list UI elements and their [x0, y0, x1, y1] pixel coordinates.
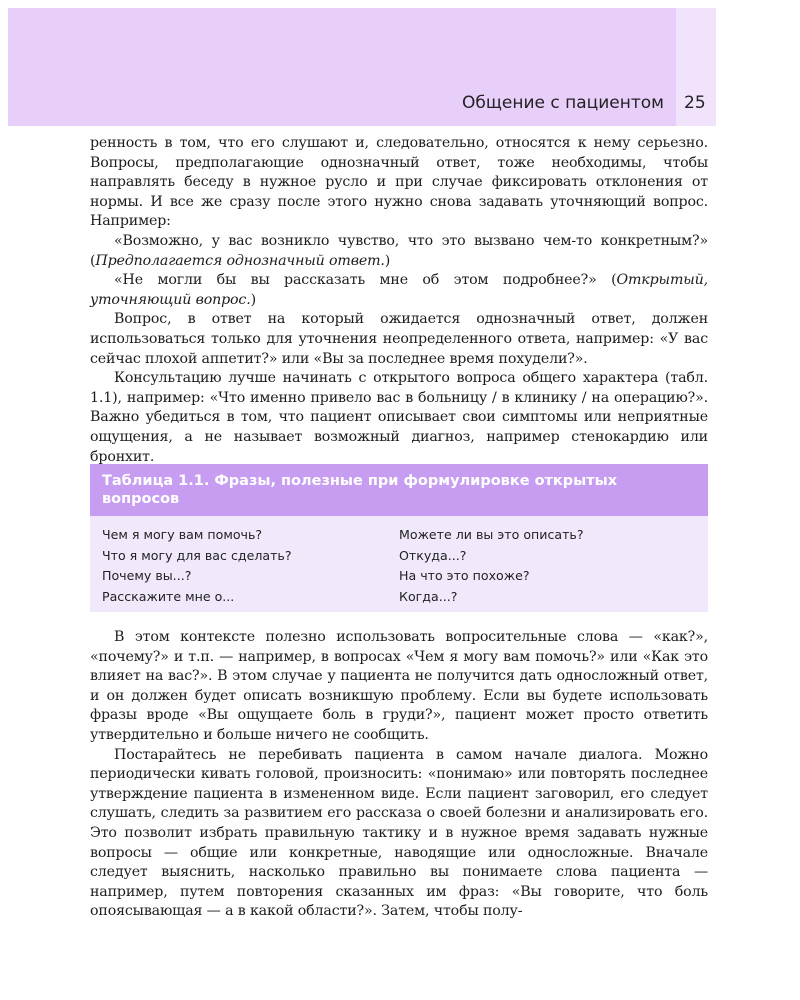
question-type-note: Предполагается однозначный ответ. — [95, 252, 385, 269]
paragraph: Постарайтесь не перебивать пациента в самом начале диалога. Можно периодически кивать головой, произносить: «понимаю» или повторять последнее утверждение пациента в измененном виде. Если пациент заговорил, его следует слушать, следить за развитием его рассказа о своей болезни и анализировать его. Это позволит избрать правильную тактику и в нужное время задавать нужные вопросы — общие или конкретные, наводящие или односложные. Вначале следует выяснить, насколько правильно вы понимаете слова пациента — например, путем повторения сказанных им фраз: «Вы говорите, что боль опоясывающая — а в какой области?». Затем, чтобы полу- — [90, 746, 708, 920]
table-cell: Когда...? — [399, 588, 458, 604]
paragraph — [90, 232, 708, 271]
table-cell: Откуда...? — [399, 547, 467, 563]
table-cell: Почему вы...? — [102, 568, 192, 583]
paragraph: Консультацию лучше начинать с открытого вопроса общего характера (табл. 1.1), например: «Что именно привело вас в больницу / в клинику / на операцию?». Важно убедиться в том, что пациент описывает свои симптомы или неприятные ощущения, а не называет возможный диагноз, например стенокардию или бронхит. — [90, 370, 708, 465]
table-cell: Что я могу для вас сделать? — [102, 547, 292, 563]
paragraph — [90, 271, 708, 310]
table-cell: Можете ли вы это описать? — [399, 527, 584, 542]
table-cell: Чем я могу вам помочь? — [102, 527, 263, 542]
table-body — [90, 516, 708, 607]
page-number: 25 — [684, 93, 706, 113]
table-cell: На что это похоже? — [399, 568, 530, 583]
closing-paren: ) — [250, 291, 256, 308]
text-block-top — [90, 134, 708, 467]
paragraph: Вопрос, в ответ на который ожидается однозначный ответ, должен использоваться только для уточнения неопределенного ответа, например: «У вас сейчас плохой аппетит?» или «Вы за последнее время похудели?». — [90, 311, 708, 367]
paragraph: ренность в том, что его слушают и, следовательно, относятся к нему серьезно. Вопросы, предполагающие однозначный ответ, тоже необходимы, чтобы направлять беседу в нужное русло и при случае фиксировать отклонения от нормы. И все же сразу после этого нужно снова задавать уточняющий вопрос. Например: — [90, 135, 708, 230]
quote-text: «Возможно, у вас возникло чувство, что это вызвано чем-то конкретным?» ( — [90, 232, 708, 269]
table-cell: Расскажите мне о... — [102, 588, 235, 604]
question-type-note: Открытый, уточняющий вопрос. — [90, 272, 708, 308]
phrases-table — [90, 464, 708, 612]
text-block-bottom — [90, 628, 708, 922]
paragraph: В этом контексте полезно использовать вопросительные слова — «как?», «почему?» и т.п. — например, в вопросах «Чем я могу вам помочь?» или «Как это влияет на вас?». В этом случае у пациента не получится дать односложный ответ, и он должен будет описать возникшую проблему. Если вы будете использовать фразы вроде «Вы ощущаете боль в груди?», пациент может просто ответить утвердительно и больше ничего не сообщить. — [90, 629, 708, 743]
closing-paren: ) — [384, 252, 391, 269]
quote-text: «Не могли бы вы рассказать мне об этом подробнее?» ( — [114, 272, 617, 289]
table-title: Таблица 1.1. Фразы, полезные при формулировке открытых вопросов — [90, 464, 708, 516]
running-title: Общение с пациентом — [462, 93, 664, 113]
table-column-right — [399, 525, 696, 607]
table-column-left — [102, 525, 399, 607]
